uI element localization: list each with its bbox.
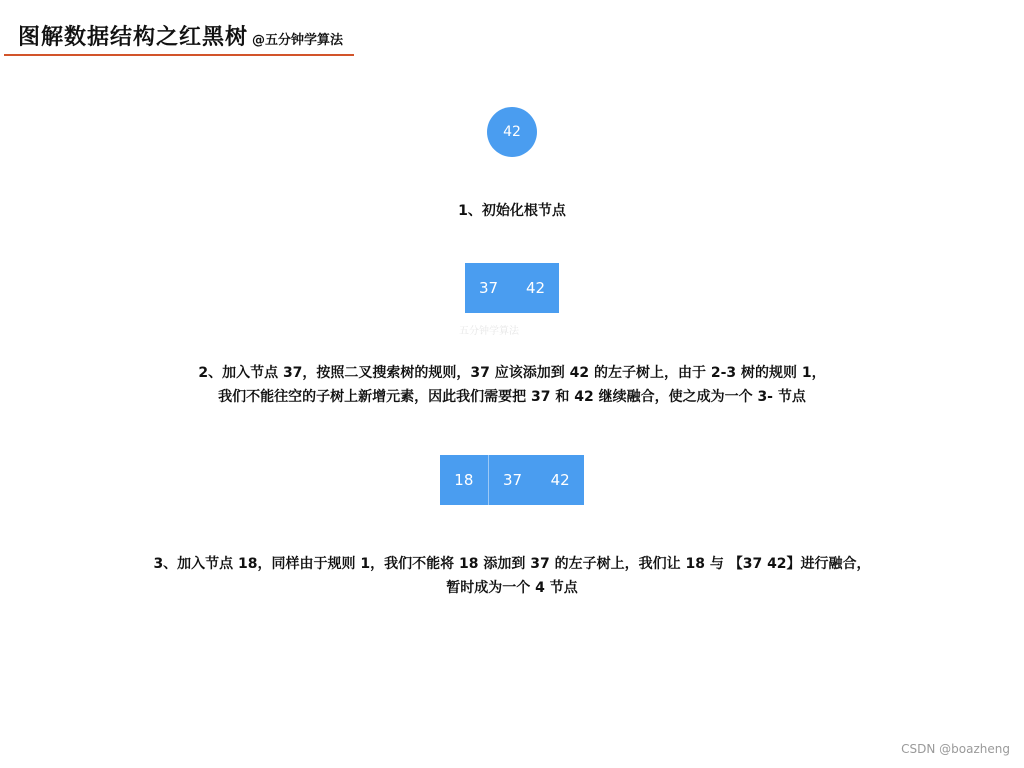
caption-line: 2、加入节点 37，按照二叉搜索树的规则，37 应该添加到 42 的左子树上，由于 2-3 树的规则 1， [198, 365, 826, 381]
node-key: 42 [503, 124, 521, 140]
node-key: 37 [478, 279, 499, 297]
four-node-18-37-42 [440, 455, 584, 505]
three-node-37-42 [465, 263, 559, 313]
step-2-caption [0, 361, 1024, 409]
node-key: 42 [550, 471, 570, 489]
node-key: 37 [502, 471, 523, 489]
caption-line: 3、加入节点 18，同样由于规则 1，我们不能将 18 添加到 37 的左子树上，我们让 18 与 【37 42】进行融合， [153, 556, 871, 572]
footer-credit: CSDN @boazheng [901, 742, 1010, 756]
caption-line: 我们不能往空的子树上新增元素，因此我们需要把 37 和 42 继续融合，使之成为一个 3- 节点 [218, 389, 806, 405]
node-key: 18 [440, 455, 489, 505]
node-key: 42 [525, 279, 546, 297]
caption-line: 暂时成为一个 4 节点 [446, 580, 578, 596]
page-title: 图解数据结构之红黑树 [18, 25, 249, 50]
step-3-caption [0, 552, 1024, 600]
root-node-42 [487, 107, 537, 157]
step-1-caption [0, 199, 1024, 223]
author-tag: @五分钟学算法 [252, 33, 344, 48]
watermark: 五分钟学算法 [459, 326, 519, 337]
header-underline [4, 54, 354, 56]
caption-line: 1、初始化根节点 [458, 203, 566, 219]
header [18, 20, 343, 51]
